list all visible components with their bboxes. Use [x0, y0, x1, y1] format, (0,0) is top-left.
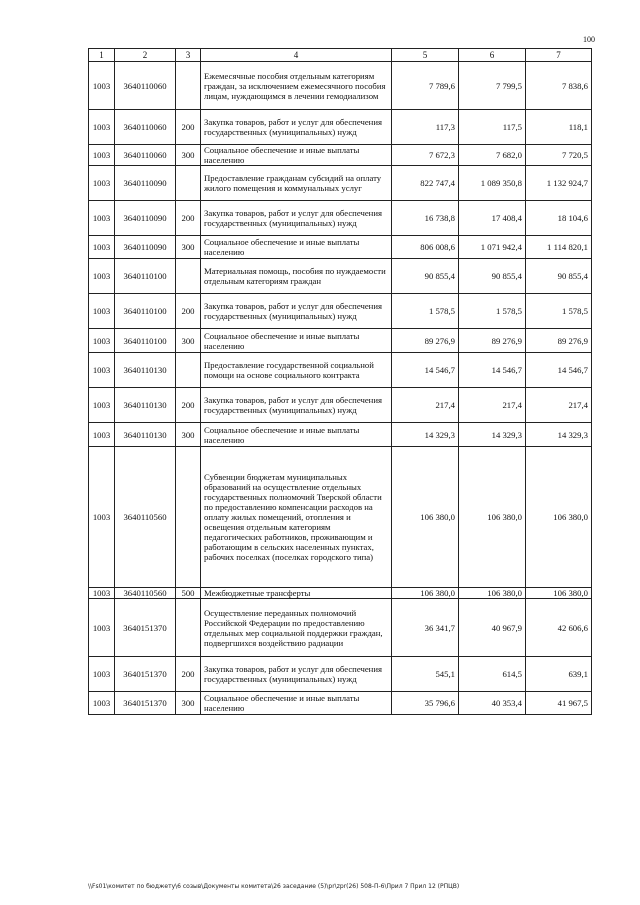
- expense-type-cell: [176, 259, 201, 294]
- page-number: 100: [583, 35, 595, 44]
- amount-year-1-cell: 822 747,4: [392, 166, 459, 201]
- section-code-cell: 1003: [89, 236, 115, 259]
- target-article-cell: 3640110090: [115, 236, 176, 259]
- table-header-row: [89, 49, 592, 62]
- amount-year-1-cell: 217,4: [392, 388, 459, 423]
- target-article-cell: 3640110060: [115, 62, 176, 110]
- amount-year-3-cell: 1 132 924,7: [526, 166, 592, 201]
- amount-year-1-cell: 106 380,0: [392, 447, 459, 588]
- expense-type-cell: [176, 62, 201, 110]
- amount-year-3-cell: 90 855,4: [526, 259, 592, 294]
- amount-year-2-cell: 106 380,0: [459, 588, 526, 599]
- section-code-cell: 1003: [89, 388, 115, 423]
- section-code-cell: 1003: [89, 657, 115, 692]
- expense-type-cell: 200: [176, 657, 201, 692]
- expense-type-cell: 200: [176, 201, 201, 236]
- section-code-cell: 1003: [89, 166, 115, 201]
- description-cell: Социальное обеспечение и иные выплаты населению: [201, 423, 392, 447]
- amount-year-2-cell: 1 071 942,4: [459, 236, 526, 259]
- description-cell: Закупка товаров, работ и услуг для обеспечения государственных (муниципальных) нужд: [201, 657, 392, 692]
- header-cell: 7: [526, 49, 592, 62]
- section-code-cell: 1003: [89, 588, 115, 599]
- amount-year-2-cell: 17 408,4: [459, 201, 526, 236]
- description-cell: Социальное обеспечение и иные выплаты населению: [201, 236, 392, 259]
- amount-year-1-cell: 545,1: [392, 657, 459, 692]
- expense-type-cell: [176, 447, 201, 588]
- table-row: [89, 692, 592, 715]
- budget-table: [88, 48, 592, 715]
- target-article-cell: 3640110100: [115, 259, 176, 294]
- amount-year-1-cell: 806 008,6: [392, 236, 459, 259]
- section-code-cell: 1003: [89, 294, 115, 329]
- amount-year-3-cell: 106 380,0: [526, 447, 592, 588]
- description-cell: Закупка товаров, работ и услуг для обеспечения государственных (муниципальных) нужд: [201, 388, 392, 423]
- table-row: [89, 447, 592, 588]
- target-article-cell: 3640151370: [115, 657, 176, 692]
- target-article-cell: 3640151370: [115, 692, 176, 715]
- description-cell: Субвенции бюджетам муниципальных образований на осуществление отдельных государственных полномочий Тверской области по предоставлению компенсации расходов на оплату жилых помещений, отопления и освещения отдельным категориям педагогических работников, проживающим и работающим в сельских населенных пунктах, рабочих поселках (поселках городского типа): [201, 447, 392, 588]
- description-cell: Предоставление государственной социальной помощи на основе социального контракта: [201, 353, 392, 388]
- section-code-cell: 1003: [89, 62, 115, 110]
- amount-year-3-cell: 14 329,3: [526, 423, 592, 447]
- expense-type-cell: [176, 353, 201, 388]
- amount-year-2-cell: 614,5: [459, 657, 526, 692]
- description-cell: Закупка товаров, работ и услуг для обеспечения государственных (муниципальных) нужд: [201, 294, 392, 329]
- table-row: [89, 145, 592, 166]
- amount-year-2-cell: 40 353,4: [459, 692, 526, 715]
- description-cell: Материальная помощь, пособия по нуждаемости отдельным категориям граждан: [201, 259, 392, 294]
- description-cell: Закупка товаров, работ и услуг для обеспечения государственных (муниципальных) нужд: [201, 201, 392, 236]
- amount-year-3-cell: 118,1: [526, 110, 592, 145]
- table-row: [89, 329, 592, 353]
- table-row: [89, 62, 592, 110]
- target-article-cell: 3640110060: [115, 145, 176, 166]
- amount-year-2-cell: 7 682,0: [459, 145, 526, 166]
- target-article-cell: 3640110130: [115, 353, 176, 388]
- amount-year-3-cell: 89 276,9: [526, 329, 592, 353]
- amount-year-1-cell: 35 796,6: [392, 692, 459, 715]
- table-row: [89, 259, 592, 294]
- description-cell: Закупка товаров, работ и услуг для обеспечения государственных (муниципальных) нужд: [201, 110, 392, 145]
- expense-type-cell: 300: [176, 423, 201, 447]
- amount-year-3-cell: 42 606,6: [526, 599, 592, 657]
- amount-year-3-cell: 7 720,5: [526, 145, 592, 166]
- amount-year-3-cell: 41 967,5: [526, 692, 592, 715]
- amount-year-2-cell: 90 855,4: [459, 259, 526, 294]
- table-row: [89, 588, 592, 599]
- description-cell: Социальное обеспечение и иные выплаты населению: [201, 329, 392, 353]
- description-cell: Ежемесячные пособия отдельным категориям граждан, за исключением ежемесячного пособия лицам, нуждающимся в лечении гемодиализом: [201, 62, 392, 110]
- section-code-cell: 1003: [89, 423, 115, 447]
- section-code-cell: 1003: [89, 353, 115, 388]
- amount-year-3-cell: 7 838,6: [526, 62, 592, 110]
- table-row: [89, 201, 592, 236]
- header-cell: 1: [89, 49, 115, 62]
- amount-year-1-cell: 14 329,3: [392, 423, 459, 447]
- amount-year-2-cell: 117,5: [459, 110, 526, 145]
- target-article-cell: 3640110130: [115, 423, 176, 447]
- amount-year-2-cell: 14 546,7: [459, 353, 526, 388]
- table-row: [89, 236, 592, 259]
- target-article-cell: 3640110560: [115, 447, 176, 588]
- amount-year-2-cell: 89 276,9: [459, 329, 526, 353]
- amount-year-2-cell: 14 329,3: [459, 423, 526, 447]
- amount-year-2-cell: 40 967,9: [459, 599, 526, 657]
- expense-type-cell: 300: [176, 145, 201, 166]
- table-row: [89, 423, 592, 447]
- expense-type-cell: 200: [176, 110, 201, 145]
- table-row: [89, 657, 592, 692]
- table-row: [89, 353, 592, 388]
- section-code-cell: 1003: [89, 145, 115, 166]
- amount-year-3-cell: 106 380,0: [526, 588, 592, 599]
- target-article-cell: 3640110090: [115, 166, 176, 201]
- table-row: [89, 388, 592, 423]
- amount-year-3-cell: 217,4: [526, 388, 592, 423]
- amount-year-2-cell: 217,4: [459, 388, 526, 423]
- amount-year-1-cell: 14 546,7: [392, 353, 459, 388]
- amount-year-1-cell: 89 276,9: [392, 329, 459, 353]
- expense-type-cell: 200: [176, 388, 201, 423]
- amount-year-1-cell: 36 341,7: [392, 599, 459, 657]
- header-cell: 3: [176, 49, 201, 62]
- amount-year-1-cell: 1 578,5: [392, 294, 459, 329]
- header-cell: 4: [201, 49, 392, 62]
- amount-year-3-cell: 1 114 820,1: [526, 236, 592, 259]
- amount-year-1-cell: 16 738,8: [392, 201, 459, 236]
- section-code-cell: 1003: [89, 329, 115, 353]
- expense-type-cell: 300: [176, 329, 201, 353]
- amount-year-1-cell: 106 380,0: [392, 588, 459, 599]
- table-row: [89, 166, 592, 201]
- amount-year-3-cell: 14 546,7: [526, 353, 592, 388]
- description-cell: Межбюджетные трансферты: [201, 588, 392, 599]
- section-code-cell: 1003: [89, 110, 115, 145]
- expense-type-cell: [176, 166, 201, 201]
- target-article-cell: 3640110100: [115, 294, 176, 329]
- target-article-cell: 3640110560: [115, 588, 176, 599]
- section-code-cell: 1003: [89, 447, 115, 588]
- amount-year-3-cell: 1 578,5: [526, 294, 592, 329]
- section-code-cell: 1003: [89, 692, 115, 715]
- target-article-cell: 3640110060: [115, 110, 176, 145]
- expense-type-cell: 300: [176, 236, 201, 259]
- footer-file-path: \\Fs01\комитет по бюджету\6 созыв\Документы комитета\26 заседание (5)\pr\zpr(26) 508-П-6\Прил 7 Прил 12 (РПЦВ): [88, 883, 460, 890]
- amount-year-1-cell: 7 789,6: [392, 62, 459, 110]
- target-article-cell: 3640110090: [115, 201, 176, 236]
- section-code-cell: 1003: [89, 599, 115, 657]
- target-article-cell: 3640151370: [115, 599, 176, 657]
- target-article-cell: 3640110130: [115, 388, 176, 423]
- amount-year-2-cell: 1 578,5: [459, 294, 526, 329]
- section-code-cell: 1003: [89, 259, 115, 294]
- description-cell: Предоставление гражданам субсидий на оплату жилого помещения и коммунальных услуг: [201, 166, 392, 201]
- expense-type-cell: [176, 599, 201, 657]
- amount-year-1-cell: 90 855,4: [392, 259, 459, 294]
- target-article-cell: 3640110100: [115, 329, 176, 353]
- description-cell: Социальное обеспечение и иные выплаты населению: [201, 692, 392, 715]
- expense-type-cell: 500: [176, 588, 201, 599]
- table-row: [89, 294, 592, 329]
- amount-year-3-cell: 639,1: [526, 657, 592, 692]
- amount-year-3-cell: 18 104,6: [526, 201, 592, 236]
- amount-year-1-cell: 117,3: [392, 110, 459, 145]
- table-row: [89, 599, 592, 657]
- expense-type-cell: 300: [176, 692, 201, 715]
- header-cell: 5: [392, 49, 459, 62]
- header-cell: 2: [115, 49, 176, 62]
- description-cell: Осуществление переданных полномочий Российской Федерации по предоставлению отдельных мер социальной поддержки граждан, подвергшихся воздействию радиации: [201, 599, 392, 657]
- amount-year-1-cell: 7 672,3: [392, 145, 459, 166]
- table-row: [89, 110, 592, 145]
- amount-year-2-cell: 1 089 350,8: [459, 166, 526, 201]
- amount-year-2-cell: 106 380,0: [459, 447, 526, 588]
- amount-year-2-cell: 7 799,5: [459, 62, 526, 110]
- section-code-cell: 1003: [89, 201, 115, 236]
- expense-type-cell: 200: [176, 294, 201, 329]
- description-cell: Социальное обеспечение и иные выплаты населению: [201, 145, 392, 166]
- header-cell: 6: [459, 49, 526, 62]
